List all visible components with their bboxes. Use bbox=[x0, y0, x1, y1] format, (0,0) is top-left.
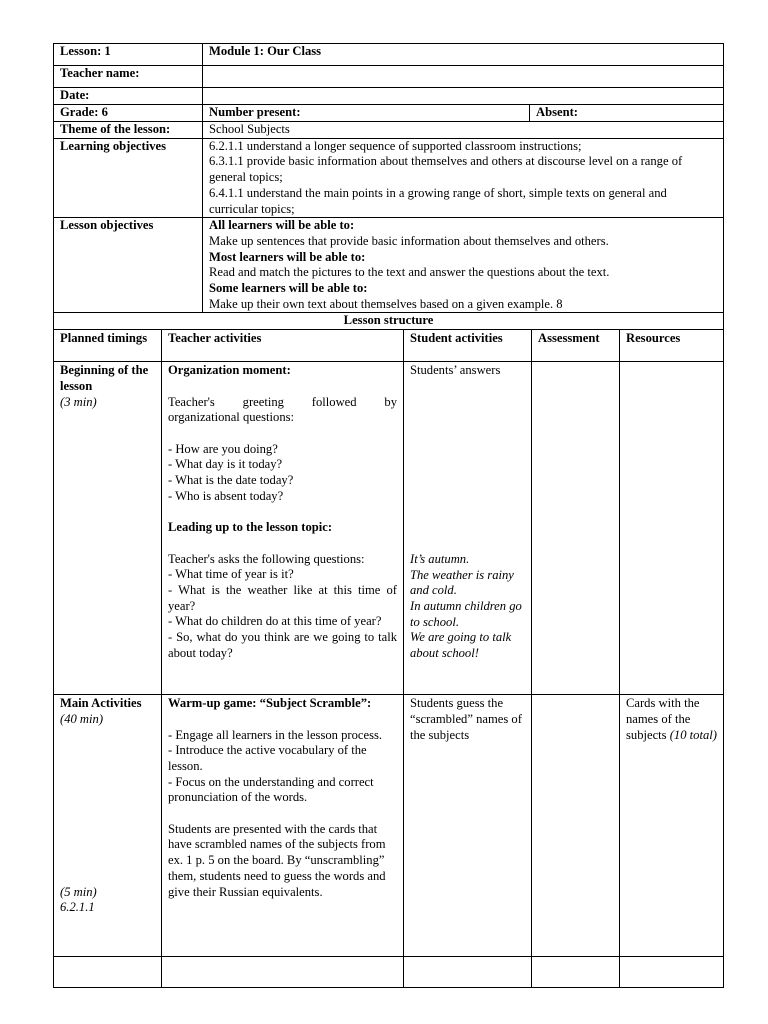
beginning-row bbox=[54, 362, 724, 695]
main-resources bbox=[620, 695, 724, 957]
col-student-activities: Student activities bbox=[404, 330, 532, 362]
warmup-description: Students are presented with the cards that have scrambled names of the subjects from ex. 1 p. 5 on the board. By “unscrambling” them, students need to guess the words and give their Russian equivalents. bbox=[168, 821, 386, 899]
lesson-objectives-label: Lesson objectives bbox=[54, 218, 203, 313]
student-answer: It’s autumn. bbox=[410, 551, 470, 566]
org-question: - Who is absent today? bbox=[168, 488, 284, 503]
main-objective-code: 6.2.1.1 bbox=[60, 900, 95, 915]
module-title: Module 1: Our Class bbox=[203, 44, 724, 66]
empty-cell bbox=[162, 957, 404, 988]
col-assessment: Assessment bbox=[532, 330, 620, 362]
col-resources: Resources bbox=[620, 330, 724, 362]
row-lesson-objectives bbox=[54, 218, 724, 313]
most-learners-text: Read and match the pictures to the text and answer the questions about the text. bbox=[209, 265, 610, 280]
learning-objectives-label: Learning objectives bbox=[54, 138, 203, 218]
learning-objective: 6.3.1.1 provide basic information about themselves and others at discourse level on a range of general topics; bbox=[209, 154, 683, 185]
student-answer: We are going to talk about school! bbox=[410, 630, 512, 661]
empty-row bbox=[54, 957, 724, 988]
empty-cell bbox=[532, 957, 620, 988]
org-question: - How are you doing? bbox=[168, 441, 278, 456]
row-teacher bbox=[54, 66, 724, 88]
leading-intro: Teacher's asks the following questions: bbox=[168, 551, 365, 566]
row-lesson bbox=[54, 44, 724, 66]
learning-objectives-list bbox=[203, 138, 724, 218]
most-learners-heading: Most learners will be able to: bbox=[209, 249, 366, 264]
main-assessment bbox=[532, 695, 620, 957]
theme-value: School Subjects bbox=[203, 121, 724, 138]
leading-question: - What time of year is it? bbox=[168, 567, 294, 582]
lesson-plan-page bbox=[53, 43, 723, 988]
row-date bbox=[54, 88, 724, 105]
row-lesson-structure bbox=[54, 313, 724, 330]
student-answer: In autumn children go to school. bbox=[410, 598, 522, 629]
resources-note: (10 total) bbox=[669, 727, 717, 742]
col-teacher-activities: Teacher activities bbox=[162, 330, 404, 362]
warmup-game-title: Warm-up game: “Subject Scramble”: bbox=[168, 696, 372, 711]
warmup-aim: - Focus on the understanding and correct pronunciation of the words. bbox=[168, 774, 374, 805]
leading-question: - So, what do you think are we going to talk about today? bbox=[168, 630, 397, 660]
learning-objective: 6.2.1.1 understand a longer sequence of supported classroom instructions; bbox=[209, 138, 582, 153]
empty-cell bbox=[620, 957, 724, 988]
theme-label: Theme of the lesson: bbox=[54, 121, 203, 138]
lesson-structure-table bbox=[53, 329, 724, 988]
date-label: Date: bbox=[54, 88, 203, 105]
empty-cell bbox=[54, 957, 162, 988]
col-planned-timings: Planned timings bbox=[54, 330, 162, 362]
learning-objective: 6.4.1.1 understand the main points in a growing range of short, simple texts on general and curricular topics; bbox=[209, 185, 667, 216]
some-learners-text: Make up their own text about themselves based on a given example. 8 bbox=[209, 296, 563, 311]
main-timing bbox=[54, 695, 162, 957]
main-time: (40 min) bbox=[60, 711, 104, 726]
row-grade bbox=[54, 104, 724, 121]
row-learning-objectives bbox=[54, 138, 724, 218]
main-stage: Main Activities bbox=[60, 696, 142, 711]
structure-header-row bbox=[54, 330, 724, 362]
teacher-name-label: Teacher name: bbox=[54, 66, 203, 88]
student-answer: The weather is rainy and cold. bbox=[410, 567, 514, 598]
beginning-resources bbox=[620, 362, 724, 695]
lesson-objectives-list bbox=[203, 218, 724, 313]
lesson-number: Lesson: 1 bbox=[54, 44, 203, 66]
org-question: - What is the date today? bbox=[168, 473, 294, 488]
beginning-timing bbox=[54, 362, 162, 695]
leading-question: - What is the weather like at this time of year? bbox=[168, 582, 397, 613]
organization-title: Organization moment: bbox=[168, 363, 291, 378]
leading-question: - What do children do at this time of year? bbox=[168, 614, 382, 629]
lesson-header-table bbox=[53, 43, 724, 330]
beginning-stage: Beginning of the lesson bbox=[60, 363, 149, 393]
main-teacher-activities bbox=[162, 695, 404, 957]
beginning-assessment bbox=[532, 362, 620, 695]
row-theme bbox=[54, 121, 724, 138]
beginning-time: (3 min) bbox=[60, 394, 97, 409]
lesson-structure-heading: Lesson structure bbox=[54, 313, 724, 330]
students-answers: Students’ answers bbox=[410, 363, 501, 378]
main-student-activities: Students guess the “scrambled” names of the subjects bbox=[404, 695, 532, 957]
org-question: - What day is it today? bbox=[168, 457, 283, 472]
warmup-aim: - Engage all learners in the lesson process. bbox=[168, 727, 383, 742]
number-present-label: Number present: bbox=[203, 104, 530, 121]
all-learners-heading: All learners will be able to: bbox=[209, 218, 355, 233]
beginning-teacher-activities bbox=[162, 362, 404, 695]
greeting-text: Teacher's greeting followed by organizational questions: bbox=[168, 394, 397, 425]
empty-cell bbox=[404, 957, 532, 988]
resources-text: Cards with the names of the subjects bbox=[626, 696, 700, 742]
main-row bbox=[54, 695, 724, 957]
main-time-sub: (5 min) bbox=[60, 884, 97, 899]
leading-title: Leading up to the lesson topic: bbox=[168, 520, 333, 535]
teacher-name-value[interactable] bbox=[203, 66, 724, 88]
some-learners-heading: Some learners will be able to: bbox=[209, 281, 368, 296]
beginning-student-activities bbox=[404, 362, 532, 695]
date-value[interactable] bbox=[203, 88, 724, 105]
grade: Grade: 6 bbox=[54, 104, 203, 121]
absent-label: Absent: bbox=[530, 104, 724, 121]
all-learners-text: Make up sentences that provide basic information about themselves and others. bbox=[209, 233, 609, 248]
warmup-aim: - Introduce the active vocabulary of the lesson. bbox=[168, 743, 367, 773]
